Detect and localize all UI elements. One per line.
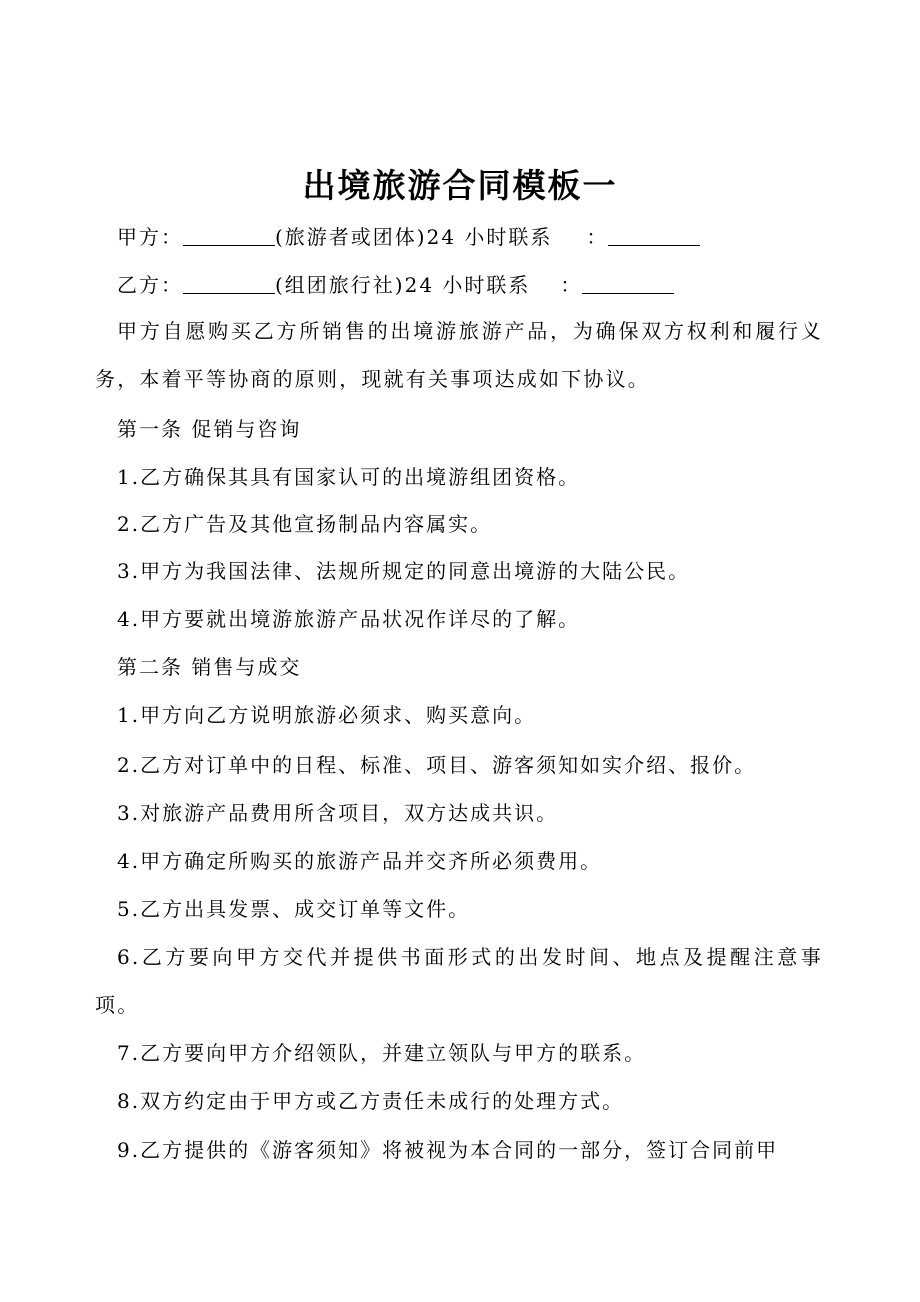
party-b-contact-label: (组团旅行社)24 小时联系: [275, 273, 531, 297]
party-b-phone-blank: [582, 275, 674, 294]
article2-item: 4.甲方确定所购买的旅游产品并交齐所必须费用。: [117, 849, 603, 873]
party-b-name-blank: [183, 275, 275, 294]
article2-item: 8.双方约定由于甲方或乙方责任未成行的处理方式。: [117, 1089, 625, 1113]
party-b-line: [117, 270, 674, 300]
article2-item: 3.对旅游产品费用所含项目，双方达成共识。: [117, 801, 559, 825]
party-a-phone-blank: [608, 227, 700, 246]
party-a-colon: ：: [586, 225, 609, 249]
article1-item: 4.甲方要就出境游旅游产品状况作详尽的了解。: [117, 607, 581, 631]
article1-item: 1.乙方确保其具有国家认可的出境游组团资格。: [117, 465, 581, 489]
article2-item: 5.乙方出具发票、成交订单等文件。: [117, 897, 471, 921]
party-a-contact-label: (旅游者或团体)24 小时联系: [275, 225, 553, 249]
party-b-label: 乙方：: [117, 273, 183, 297]
party-a-name-blank: [183, 227, 275, 246]
article1-item: 2.乙方广告及其他宣扬制品内容属实。: [117, 512, 493, 536]
party-b-colon: ：: [560, 273, 583, 297]
article1-item: 3.甲方为我国法律、法规所规定的同意出境游的大陆公民。: [117, 559, 691, 583]
article2-item: 9.乙方提供的《游客须知》将被视为本合同的一部分，签订合同前甲: [117, 1138, 779, 1162]
article2-item: 1.甲方向乙方说明旅游必须求、购买意向。: [117, 703, 537, 727]
article1-heading: 第一条 促销与咨询: [117, 417, 302, 441]
party-a-label: 甲方：: [117, 225, 183, 249]
article2-item: 7.乙方要向甲方介绍领队，并建立领队与甲方的联系。: [117, 1041, 647, 1065]
party-a-line: [117, 222, 700, 252]
document-title: 出境旅游合同模板一: [302, 166, 618, 205]
article2-item: 2.乙方对订单中的日程、标准、项目、游客须知如实介绍、报价。: [117, 753, 757, 777]
article2-item: 6.乙方要向甲方交代并提供书面形式的出发时间、地点及提醒注意事项。: [95, 945, 823, 1017]
intro-paragraph: 甲方自愿购买乙方所销售的出境游旅游产品，为确保双方权利和履行义务，本着平等协商的原则，现就有关事项达成如下协议。: [95, 319, 823, 391]
article2-heading: 第二条 销售与成交: [117, 655, 302, 679]
